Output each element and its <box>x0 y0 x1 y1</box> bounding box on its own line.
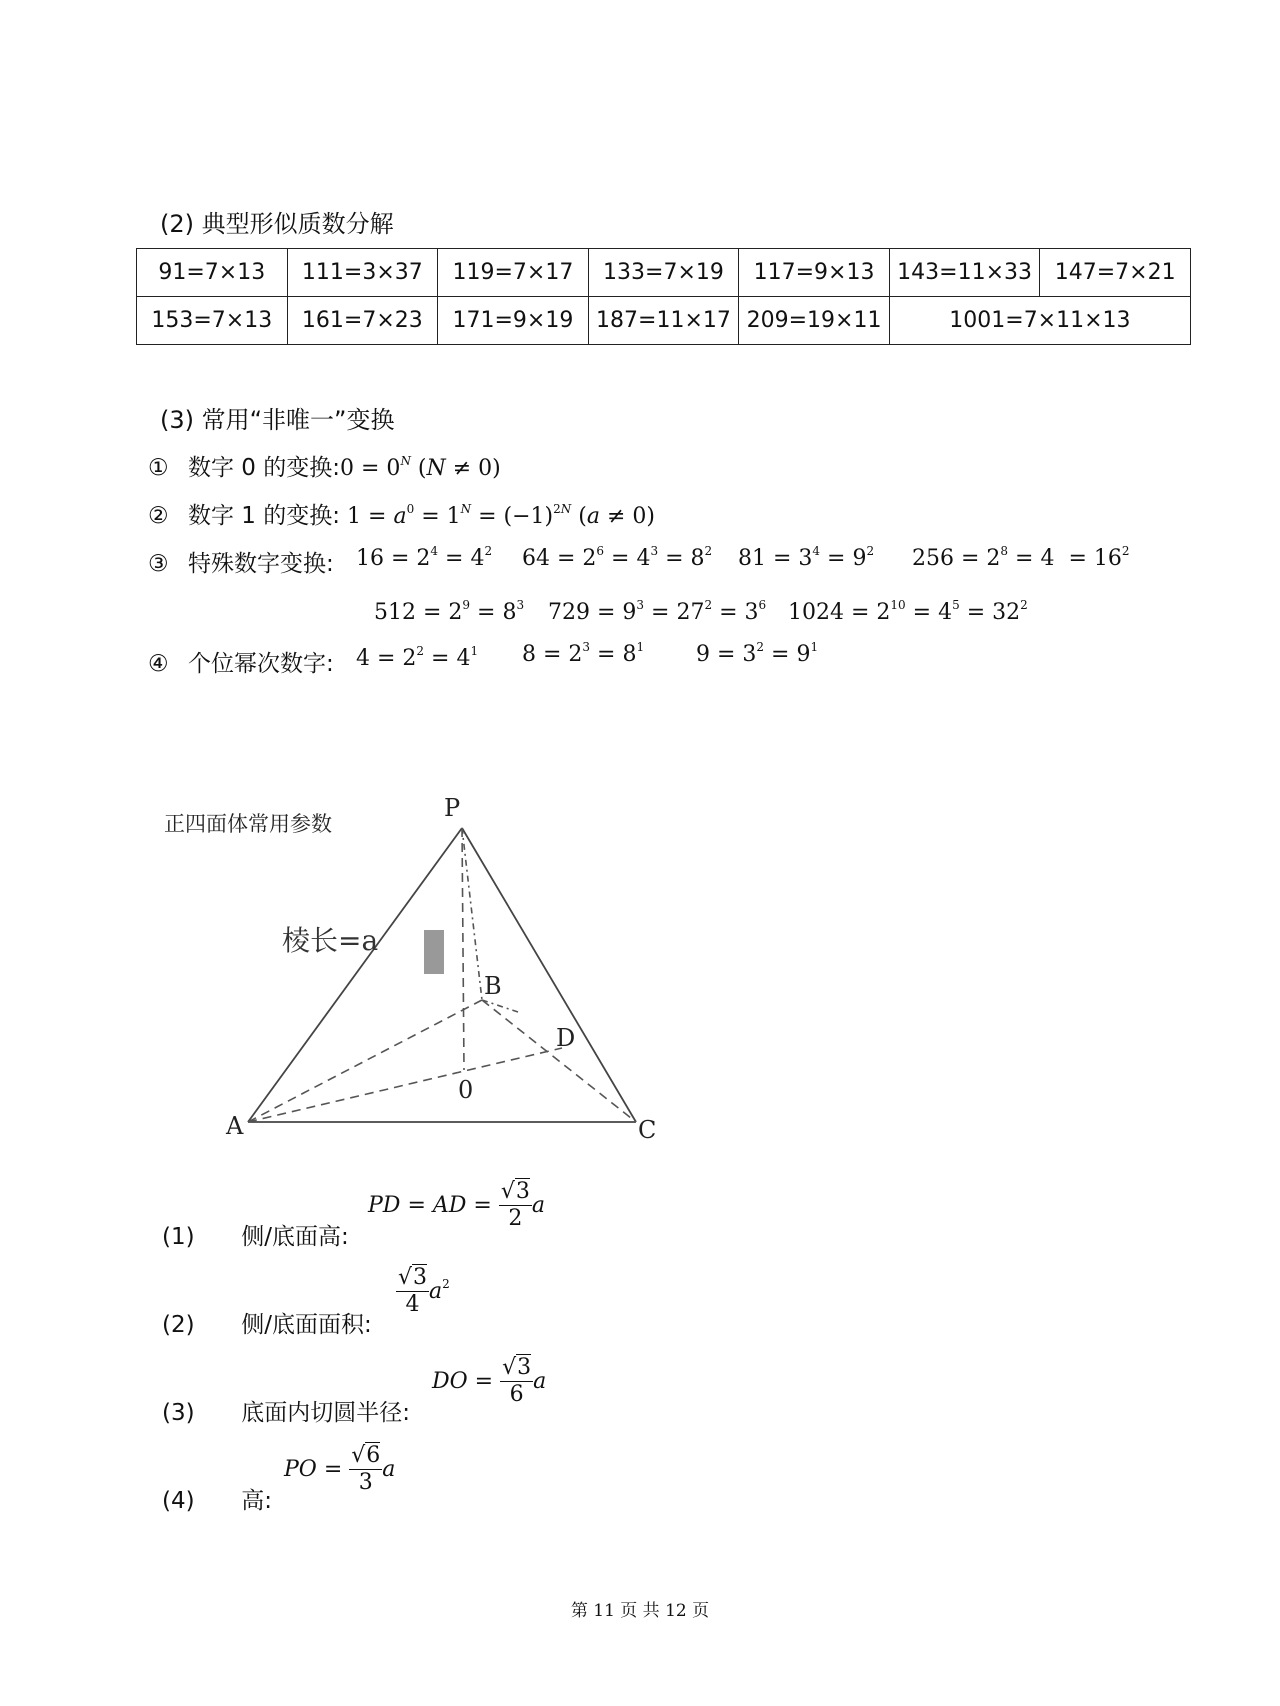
vertex-A-label: A <box>226 1112 244 1140</box>
formula-64: $64 = 2^6 = 4^3 = 8^2$ <box>522 544 713 571</box>
param-1 <box>162 1218 349 1251</box>
table-cell: 1001=7×11×13 <box>889 297 1190 345</box>
vertex-O-label: 0 <box>458 1076 474 1104</box>
item-label: 数字 0 的变换: <box>188 455 341 481</box>
formula-1024: $1024 = 2^{10} = 4^5 = 32^2$ <box>788 598 1028 625</box>
formula-pd: PD = AD = $\frac{√3}{2}$ a <box>368 1179 545 1232</box>
item-marker: ③ <box>148 551 169 577</box>
table-cell: 147=7×21 <box>1040 249 1191 297</box>
table-cell: 111=3×37 <box>287 249 438 297</box>
vertex-D-label: D <box>556 1024 576 1052</box>
table-cell: 161=7×23 <box>287 297 438 345</box>
item-label: 特殊数字变换: <box>188 551 334 577</box>
param-number: (4) <box>162 1488 195 1514</box>
formula-zero: $0 = 0^N$ (N ≠ 0) <box>340 454 501 481</box>
table-cell: 133=7×19 <box>588 249 739 297</box>
vertex-B-label: B <box>484 972 502 1000</box>
edge-AB <box>248 1000 482 1122</box>
blur-mark <box>424 930 444 974</box>
table-cell: 91=7×13 <box>137 249 288 297</box>
vertex-C-label: C <box>638 1116 657 1144</box>
page-footer: 第 11 页 共 12 页 <box>570 1601 710 1621</box>
item-label: 数字 1 的变换: <box>188 503 341 529</box>
item-label: 个位幂次数字: <box>188 651 334 677</box>
item-marker: ① <box>148 455 169 481</box>
height-PO <box>462 828 464 1070</box>
table-cell: 171=9×19 <box>438 297 589 345</box>
formula-do: DO = $\frac{√3}{6}$ a <box>432 1355 547 1408</box>
edge-PA <box>248 828 462 1122</box>
edge-PB <box>462 828 482 1000</box>
param-number: (1) <box>162 1224 195 1250</box>
edge-BC <box>482 1000 636 1122</box>
item-marker: ② <box>148 503 169 529</box>
item-marker: ④ <box>148 651 169 677</box>
formula-729: $729 = 9^3 = 27^2 = 3^6$ <box>548 598 767 625</box>
section-2-heading: (2) 典型形似质数分解 <box>160 210 394 238</box>
formula-po: PO = $\frac{√6}{3}$ a <box>284 1443 396 1496</box>
param-3 <box>162 1394 410 1427</box>
param-label: 侧/底面面积: <box>241 1312 372 1338</box>
table-cell: 209=19×11 <box>739 297 890 345</box>
table-cell: 153=7×13 <box>137 297 288 345</box>
param-2 <box>162 1306 372 1339</box>
table-cell: 117=9×13 <box>739 249 890 297</box>
param-number: (3) <box>162 1400 195 1426</box>
tetrahedron-title: 正四面体常用参数 <box>164 812 332 836</box>
vertex-P-label: P <box>444 794 461 822</box>
formula-256: $256 = 2^8 = 4 = 16^2$ <box>912 544 1130 571</box>
table-cell: 143=11×33 <box>889 249 1040 297</box>
edge-BD <box>482 1000 518 1012</box>
section-3-heading: (3) 常用“非唯一”变换 <box>160 406 395 434</box>
formula-4: $4 = 2^2 = 4^1$ <box>356 644 479 671</box>
edge-length-label: 棱长=a <box>282 924 379 957</box>
formula-9: $9 = 3^2 = 9^1$ <box>696 640 819 667</box>
param-number: (2) <box>162 1312 195 1338</box>
formula-area: $\frac{√3}{4}$ $a^2$ <box>398 1265 450 1318</box>
formula-16: $16 = 2^4 = 4^2$ <box>356 544 493 571</box>
formula-512: $512 = 2^9 = 8^3$ <box>374 598 525 625</box>
formula-8: $8 = 2^3 = 8^1$ <box>522 640 645 667</box>
table-cell: 119=7×17 <box>438 249 589 297</box>
param-label: 侧/底面高: <box>241 1224 349 1250</box>
param-label: 底面内切圆半径: <box>241 1400 410 1426</box>
param-label: 高: <box>241 1488 272 1514</box>
median-AD <box>248 1048 562 1122</box>
formula-one: $1 = a^0 = 1^N = (-1)^{2N}$ (a ≠ 0) <box>340 502 655 529</box>
param-4 <box>162 1482 272 1515</box>
formula-81: $81 = 3^4 = 9^2$ <box>738 544 875 571</box>
table-cell: 187=11×17 <box>588 297 739 345</box>
